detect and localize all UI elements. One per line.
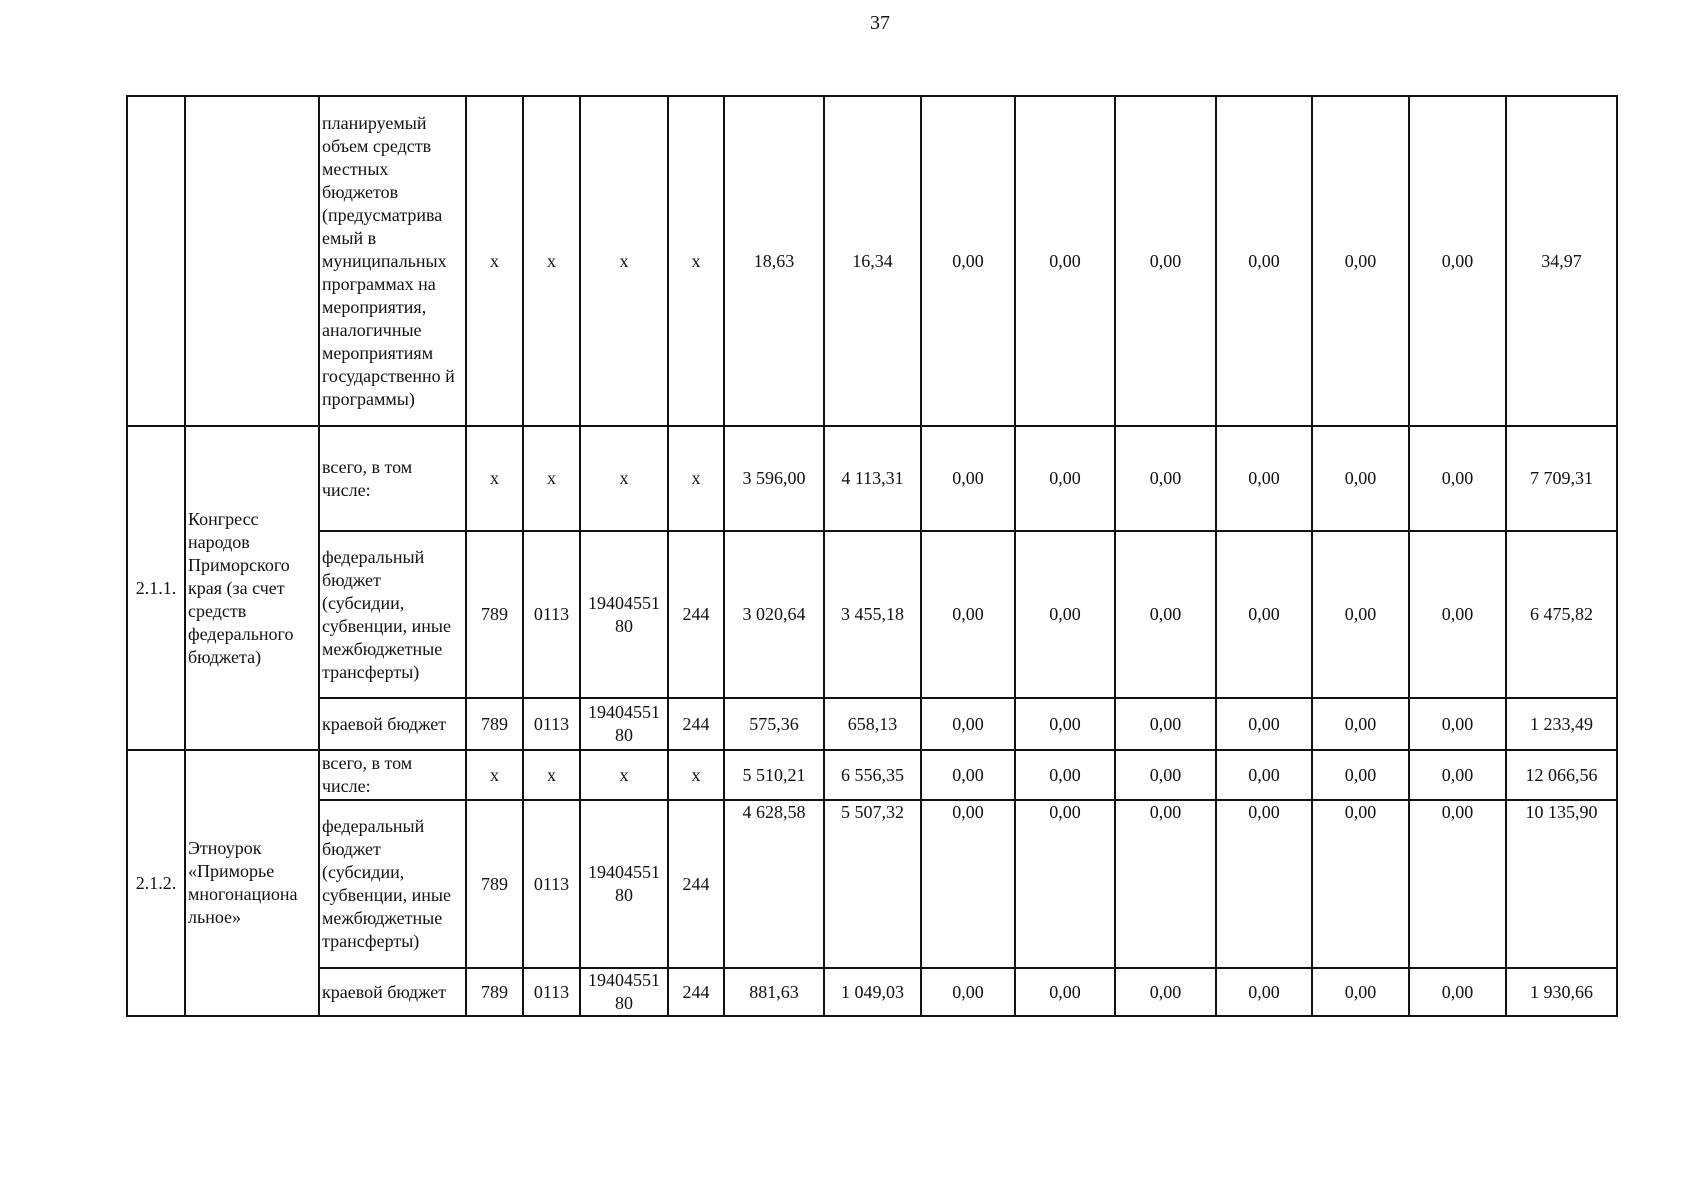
value-cell: 5 507,32 [824, 800, 921, 968]
csr-cell: x [580, 750, 668, 800]
rzpr-cell: 0113 [523, 800, 580, 968]
measure-name [185, 96, 319, 426]
vr-cell: x [668, 426, 724, 531]
value-cell: 4 113,31 [824, 426, 921, 531]
row-code [127, 96, 185, 426]
value-cell: 0,00 [1115, 426, 1216, 531]
row-code: 2.1.1. [127, 426, 185, 750]
value-cell: 3 455,18 [824, 531, 921, 698]
funding-source: краевой бюджет [319, 968, 466, 1016]
csr-cell: 19404551 80 [580, 531, 668, 698]
value-cell: 575,36 [724, 698, 824, 750]
value-cell: 0,00 [1409, 426, 1506, 531]
value-cell: 0,00 [1409, 698, 1506, 750]
value-cell: 0,00 [1115, 750, 1216, 800]
total-cell: 6 475,82 [1506, 531, 1617, 698]
total-cell: 10 135,90 [1506, 800, 1617, 968]
value-cell: 0,00 [1216, 96, 1312, 426]
value-cell: 0,00 [921, 426, 1015, 531]
rzpr-cell: x [523, 750, 580, 800]
value-cell: 0,00 [1216, 800, 1312, 968]
funding-source: всего, в том числе: [319, 426, 466, 531]
table-row [127, 698, 1617, 750]
value-cell: 0,00 [921, 800, 1015, 968]
vr-cell: 244 [668, 698, 724, 750]
grbs-cell: 789 [466, 531, 523, 698]
funding-source: федеральный бюджет (субсидии, субвенции, иные межбюджетные трансферты) [319, 531, 466, 698]
total-cell: 7 709,31 [1506, 426, 1617, 531]
value-cell: 0,00 [1312, 800, 1409, 968]
value-cell: 0,00 [1115, 968, 1216, 1016]
value-cell: 0,00 [1015, 96, 1115, 426]
grbs-cell: x [466, 750, 523, 800]
measure-name: Этноурок «Приморье многонациона льное» [185, 750, 319, 1016]
grbs-cell: x [466, 426, 523, 531]
table-row [127, 96, 1617, 426]
measure-name: Конгресс народов Приморского края (за счет средств федерального бюджета) [185, 426, 319, 750]
funding-source: планируемый объем средств местных бюджетов (предусматрива емый в муниципальных программах на мероприятия, аналогичные мероприятиям государственно й программы) [319, 96, 466, 426]
value-cell: 0,00 [1015, 698, 1115, 750]
page-number: 37 [870, 12, 890, 34]
value-cell: 0,00 [1409, 800, 1506, 968]
budget-table [126, 95, 1618, 1017]
rzpr-cell: 0113 [523, 531, 580, 698]
value-cell: 18,63 [724, 96, 824, 426]
value-cell: 0,00 [1115, 800, 1216, 968]
vr-cell: 244 [668, 800, 724, 968]
value-cell: 0,00 [1115, 531, 1216, 698]
csr-cell: 19404551 80 [580, 698, 668, 750]
value-cell: 0,00 [921, 531, 1015, 698]
table-row [127, 968, 1617, 1016]
grbs-cell: 789 [466, 698, 523, 750]
value-cell: 0,00 [1312, 96, 1409, 426]
total-cell: 12 066,56 [1506, 750, 1617, 800]
funding-source: всего, в том числе: [319, 750, 466, 800]
value-cell: 658,13 [824, 698, 921, 750]
value-cell: 0,00 [1015, 426, 1115, 531]
value-cell: 0,00 [921, 968, 1015, 1016]
value-cell: 6 556,35 [824, 750, 921, 800]
rzpr-cell: x [523, 426, 580, 531]
value-cell: 1 049,03 [824, 968, 921, 1016]
csr-cell: x [580, 96, 668, 426]
value-cell: 0,00 [921, 750, 1015, 800]
value-cell: 16,34 [824, 96, 921, 426]
value-cell: 0,00 [1312, 698, 1409, 750]
row-code: 2.1.2. [127, 750, 185, 1016]
rzpr-cell: 0113 [523, 698, 580, 750]
value-cell: 0,00 [1216, 426, 1312, 531]
grbs-cell: x [466, 96, 523, 426]
csr-cell: x [580, 426, 668, 531]
value-cell: 0,00 [1312, 968, 1409, 1016]
total-cell: 34,97 [1506, 96, 1617, 426]
value-cell: 0,00 [1015, 531, 1115, 698]
value-cell: 0,00 [1409, 96, 1506, 426]
vr-cell: 244 [668, 968, 724, 1016]
vr-cell: 244 [668, 531, 724, 698]
value-cell: 0,00 [921, 96, 1015, 426]
grbs-cell: 789 [466, 800, 523, 968]
value-cell: 0,00 [1216, 968, 1312, 1016]
value-cell: 4 628,58 [724, 800, 824, 968]
value-cell: 0,00 [1409, 750, 1506, 800]
vr-cell: x [668, 750, 724, 800]
total-cell: 1 930,66 [1506, 968, 1617, 1016]
value-cell: 0,00 [1409, 968, 1506, 1016]
table-row [127, 750, 1617, 800]
value-cell: 0,00 [1216, 531, 1312, 698]
funding-source: федеральный бюджет (субсидии, субвенции, иные межбюджетные трансферты) [319, 800, 466, 968]
value-cell: 0,00 [1409, 531, 1506, 698]
grbs-cell: 789 [466, 968, 523, 1016]
value-cell: 0,00 [1115, 698, 1216, 750]
value-cell: 3 596,00 [724, 426, 824, 531]
csr-cell: 19404551 80 [580, 800, 668, 968]
value-cell: 3 020,64 [724, 531, 824, 698]
table-row [127, 531, 1617, 698]
value-cell: 881,63 [724, 968, 824, 1016]
funding-source: краевой бюджет [319, 698, 466, 750]
vr-cell: x [668, 96, 724, 426]
rzpr-cell: 0113 [523, 968, 580, 1016]
rzpr-cell: x [523, 96, 580, 426]
csr-cell: 19404551 80 [580, 968, 668, 1016]
value-cell: 0,00 [921, 698, 1015, 750]
value-cell: 0,00 [1015, 968, 1115, 1016]
value-cell: 0,00 [1312, 531, 1409, 698]
value-cell: 0,00 [1312, 426, 1409, 531]
value-cell: 0,00 [1216, 698, 1312, 750]
table-row [127, 800, 1617, 968]
total-cell: 1 233,49 [1506, 698, 1617, 750]
value-cell: 0,00 [1115, 96, 1216, 426]
value-cell: 5 510,21 [724, 750, 824, 800]
table-row [127, 426, 1617, 531]
value-cell: 0,00 [1216, 750, 1312, 800]
value-cell: 0,00 [1312, 750, 1409, 800]
value-cell: 0,00 [1015, 750, 1115, 800]
value-cell: 0,00 [1015, 800, 1115, 968]
